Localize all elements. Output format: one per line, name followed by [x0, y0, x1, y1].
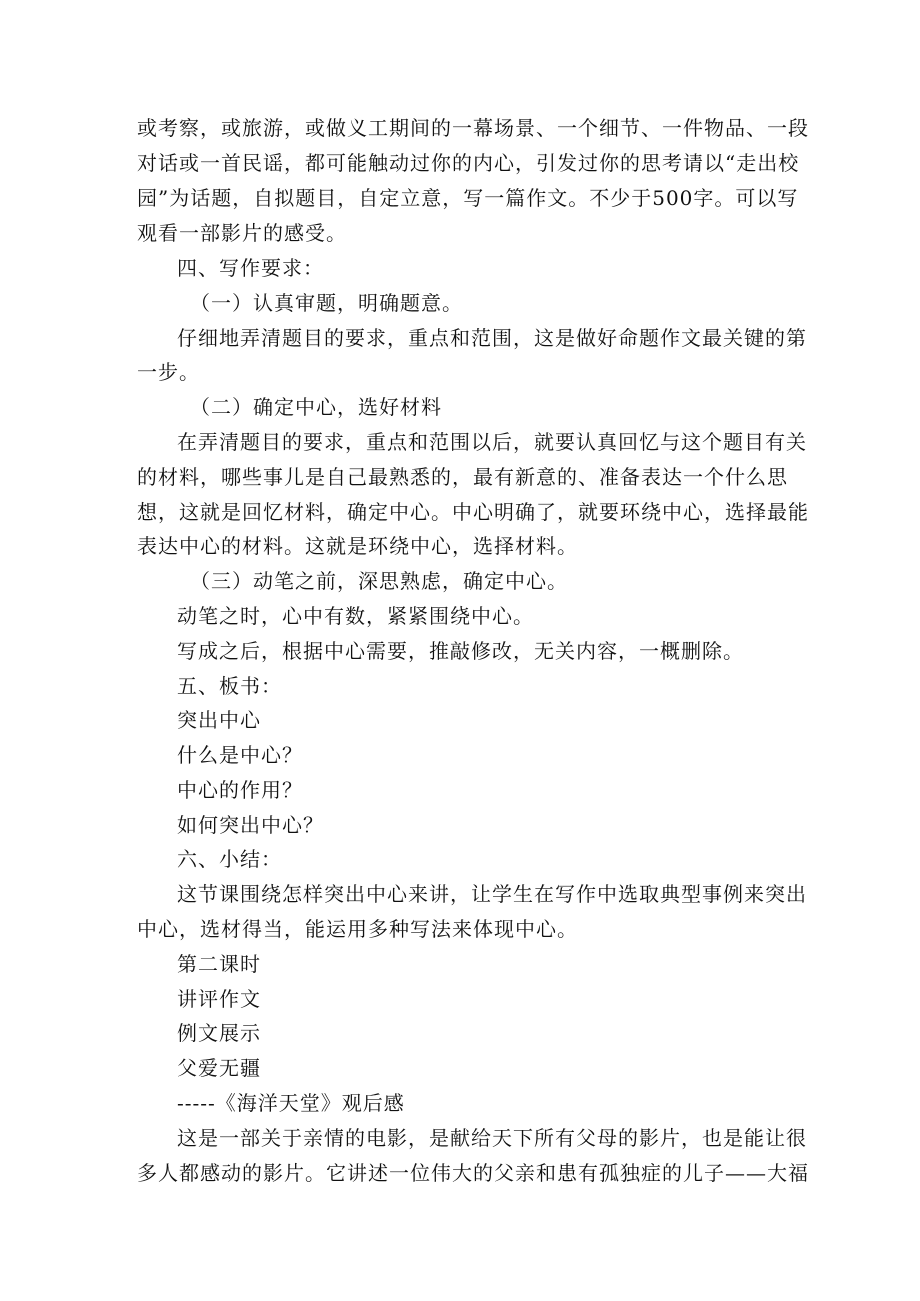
- text-line: 第二课时: [177, 952, 261, 976]
- text-line: 动笔之时，心中有数，紧紧围绕中心。: [177, 604, 534, 628]
- text-line: 这节课围绕怎样突出中心来讲，让学生在写作中选取典型事例来突出: [177, 882, 807, 906]
- text-line: 在弄清题目的要求，重点和范围以后，就要认真回忆与这个题目有关: [177, 430, 807, 454]
- text-line: 如何突出中心？: [177, 813, 324, 837]
- text-line: 中心的作用？: [177, 778, 303, 802]
- section-heading: 六、小结：: [177, 847, 282, 871]
- text-line: 观看一部影片的感受。: [137, 221, 347, 245]
- text-line: 想，这就是回忆材料，确定中心。中心明确了，就要环绕中心，选择最能: [137, 500, 809, 524]
- text-line: 例文展示: [177, 1021, 261, 1045]
- text-line: 或考察，或旅游，或做义工期间的一幕场景、一个细节、一件物品、一段: [137, 116, 809, 140]
- text-line: 一步。: [137, 360, 200, 384]
- essay-title: 父爱无疆: [177, 1056, 261, 1080]
- text-line: 表达中心的材料。这就是环绕中心，选择材料。: [137, 534, 578, 558]
- text-line: 的材料，哪些事儿是自己最熟悉的，最有新意的、准备表达一个什么思: [137, 465, 788, 489]
- section-heading: 四、写作要求：: [177, 256, 324, 280]
- text-line: 突出中心: [177, 708, 261, 732]
- text-line: 这是一部关于亲情的电影，是献给天下所有父母的影片，也是能让很: [177, 1126, 807, 1150]
- subsection-heading: （一）认真审题，明确题意。: [190, 291, 463, 315]
- text-line: 讲评作文: [177, 987, 261, 1011]
- text-line: 中心，选材得当，能运用多种写法来体现中心。: [137, 917, 578, 941]
- subsection-heading: （三）动笔之前，深思熟虑，确定中心。: [190, 569, 568, 593]
- text-line: 对话或一首民谣，都可能触动过你的内心，引发过你的思考请以“走出校: [137, 151, 800, 175]
- essay-subtitle: -----《海洋天堂》观后感: [177, 1091, 405, 1115]
- text-line: 写成之后，根据中心需要，推敲修改，无关内容，一概删除。: [177, 639, 744, 663]
- text-line: 园”为话题，自拟题目，自定立意，写一篇作文。不少于500字。可以写: [137, 186, 799, 210]
- subsection-heading: （二）确定中心，选好材料: [190, 395, 442, 419]
- section-heading: 五、板书：: [177, 674, 282, 698]
- text-line: 仔细地弄清题目的要求，重点和范围，这是做好命题作文最关键的第: [177, 326, 807, 350]
- text-line: 什么是中心？: [177, 743, 303, 767]
- text-line: 多人都感动的影片。它讲述一位伟大的父亲和患有孤独症的儿子——大福: [137, 1161, 809, 1185]
